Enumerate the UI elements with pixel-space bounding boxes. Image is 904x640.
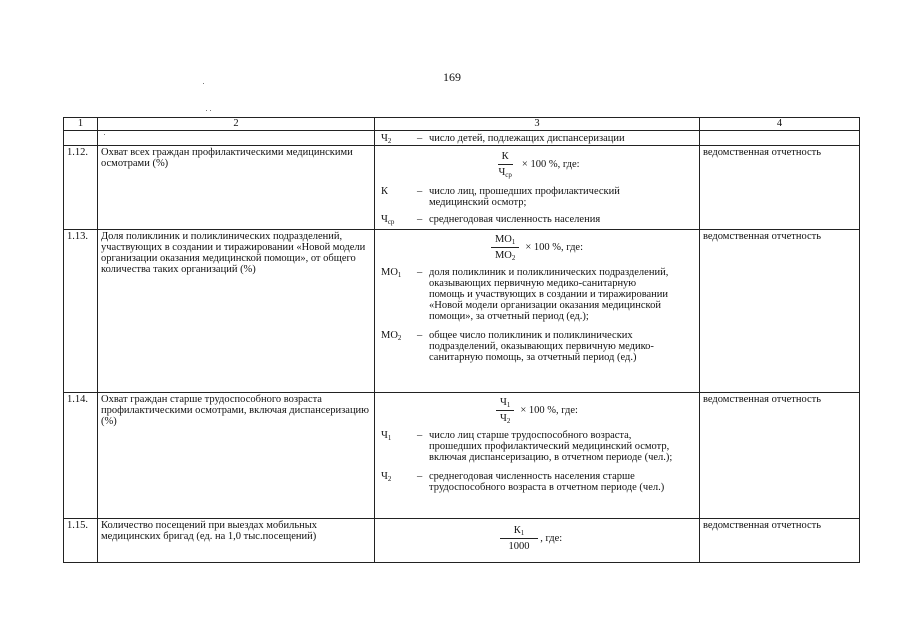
definition-dash: –	[417, 214, 423, 225]
indicator-number: 1.12.	[64, 146, 98, 230]
column-number: 1	[64, 118, 98, 131]
calculation-method	[375, 393, 700, 519]
variable-symbol: К	[381, 186, 389, 197]
denominator: $Ч_{ср}$	[498, 167, 512, 179]
empty-cell	[64, 131, 98, 146]
variable-symbol: $Ч_1$	[381, 430, 392, 442]
denominator: 1000	[508, 541, 530, 552]
variable-description: среднегодовая численность населения старше трудоспособного возраста в отчетном периоде (чел.)	[429, 471, 665, 493]
empty-cell	[98, 131, 375, 146]
variable-definition	[378, 471, 696, 493]
formula	[378, 397, 696, 424]
table-row	[64, 519, 860, 563]
numerator: $Ч_1$	[496, 397, 514, 411]
column-number-row	[64, 118, 860, 131]
data-source: ведомственная отчетность	[700, 230, 860, 393]
column-number: 2	[98, 118, 375, 131]
indicator-name: Количество посещений при выездах мобильных медицинских бригад (ед. на 1,0 тыс.посещений)	[98, 519, 375, 563]
variable-definition	[378, 214, 696, 225]
variable-description: среднегодовая численность населения	[429, 214, 601, 225]
data-source: ведомственная отчетность	[700, 519, 860, 563]
fraction	[496, 397, 514, 424]
formula	[378, 151, 696, 178]
formula-tail: , где:	[540, 533, 563, 544]
definition-dash: –	[417, 430, 423, 441]
table-row	[64, 131, 860, 146]
page-number: 169	[443, 70, 461, 84]
scan-speck	[206, 110, 207, 111]
variable-definition	[378, 267, 696, 322]
variable-definition	[378, 132, 696, 144]
data-source: ведомственная отчетность	[700, 146, 860, 230]
indicator-name: Охват граждан старше трудоспособного возраста профилактическими осмотрами, включая диспансеризацию (%)	[98, 393, 375, 519]
table-row	[64, 393, 860, 519]
definition-dash: –	[417, 133, 423, 144]
scan-speck	[210, 110, 211, 111]
denominator: $МО_2$	[494, 250, 516, 262]
calculation-method	[375, 519, 700, 563]
indicators-table	[63, 117, 860, 563]
definition-dash: –	[417, 330, 423, 341]
calculation-method	[375, 146, 700, 230]
table-row	[64, 146, 860, 230]
formula-tail: × 100 %, где:	[525, 242, 584, 253]
fraction	[500, 525, 539, 552]
definition-dash: –	[417, 267, 423, 278]
numerator: $МО_1$	[491, 234, 519, 248]
scan-speck	[203, 83, 204, 84]
indicator-name: Доля поликлиник и поликлинических подразделений, участвующих в создании и тиражировании «Новой модели организации оказания медицинской помощи», от общего количества таких организаций (%)	[98, 230, 375, 393]
variable-symbol: $Ч_{ср}$	[381, 214, 395, 226]
fraction	[494, 151, 515, 178]
definition-dash: –	[417, 186, 423, 197]
variable-symbol: $Ч_2$	[381, 471, 392, 483]
variable-symbol: $Ч_2$	[381, 133, 392, 145]
variable-description: общее число поликлиник и поликлинических подразделений, оказывающих первичную медико-санитарную помощь, за отчетный период (ед.)	[429, 330, 654, 363]
indicator-number: 1.14.	[64, 393, 98, 519]
empty-cell	[700, 131, 860, 146]
indicator-number: 1.13.	[64, 230, 98, 393]
column-number: 3	[375, 118, 700, 131]
indicator-name: Охват всех граждан профилактическими медицинскими осмотрами (%)	[98, 146, 375, 230]
indicator-number: 1.15.	[64, 519, 98, 563]
numerator: $К_1$	[500, 525, 539, 539]
calculation-method	[375, 230, 700, 393]
variable-description: число лиц старше трудоспособного возраста, прошедших профилактический медицинский осмотр, включая диспансеризацию, в отчетном периоде (чел.);	[429, 430, 673, 463]
formula	[366, 525, 696, 552]
numerator: К	[498, 151, 513, 165]
column-number: 4	[700, 118, 860, 131]
fraction	[491, 234, 519, 261]
variable-symbol: $МО_1$	[381, 267, 402, 279]
variable-symbol: $МО_2$	[381, 330, 402, 342]
variable-description: число лиц, прошедших профилактический медицинский осмотр;	[429, 186, 620, 208]
formula-tail: × 100 %, где:	[520, 405, 578, 416]
continuation-cell	[375, 131, 700, 146]
variable-description: число детей, подлежащих диспансеризации	[429, 133, 625, 144]
definition-dash: –	[417, 471, 423, 482]
formula	[378, 234, 696, 261]
table-row	[64, 230, 860, 393]
variable-definition	[378, 430, 696, 463]
variable-definition	[378, 330, 696, 363]
denominator: $Ч_2$	[500, 413, 511, 425]
data-source: ведомственная отчетность	[700, 393, 860, 519]
variable-definition	[378, 186, 696, 208]
formula-tail: × 100 %, где:	[521, 159, 580, 170]
variable-description: доля поликлиник и поликлинических подразделений, оказывающих первичную медико-санитарную помощь и участвующих в создании и тиражировании «Новой модели организации оказания медицинской помощи», за отчетный период (ед.);	[429, 267, 669, 322]
